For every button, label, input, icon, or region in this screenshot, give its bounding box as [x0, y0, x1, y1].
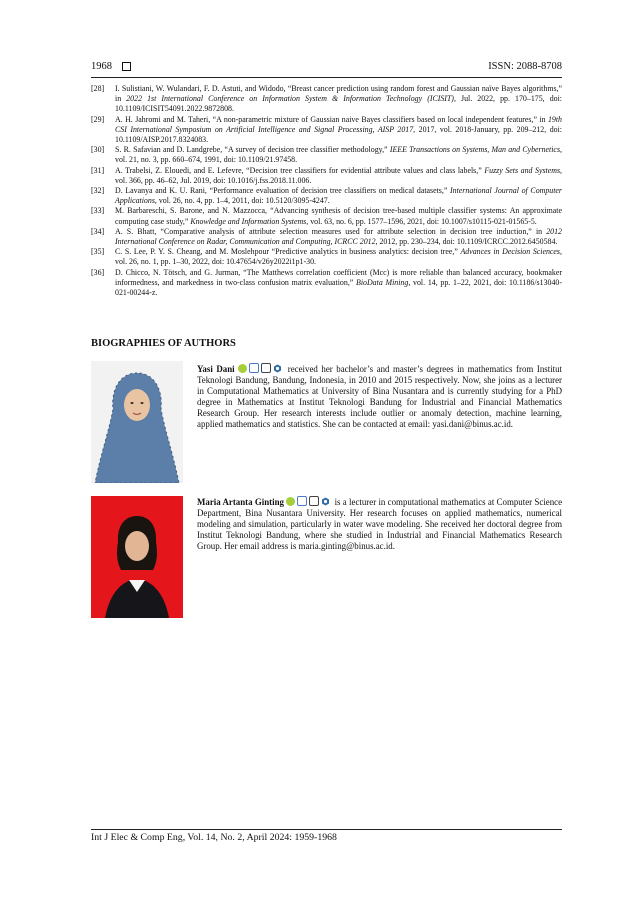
reference-list: [91, 84, 562, 298]
reference-text: [115, 268, 562, 297]
reference-venue: Advances in Decision Sciences: [460, 247, 560, 257]
reference-item: [91, 206, 562, 226]
reference-segment: A. S. Bhatt, “Comparative analysis of attribute selection measures used for attribute selection in decision tree induction,” in: [115, 226, 547, 236]
author-bio-text: received her bachelor’s and master’s degrees in mathematics from Institut Teknologi Bandung, Bandung, Indonesia, in 2010 and 2015 respectively. Now, she joins as a lecturer in Computational Mathematics at University of Bina Nusantara and is currently studying for a PhD degree in Mathematics at Institut Teknologi Bandung for Industrial and Financial Mathematics Research Group. Her research interests include outlier or anomaly detection, machine learning, applied mathematics and statistics. She can be contacted at email: yasi.dani@binus.ac.id.: [197, 364, 563, 430]
page-footer: [91, 829, 562, 843]
reference-segment: D. Lavanya and K. U. Rani, “Performance evaluation of decision tree classifiers on medical datasets,”: [115, 186, 451, 196]
reference-segment: , 2017, vol. 2018-January, pp. 209–212, doi: 10.1109/AISP.2017.8324083.: [115, 124, 562, 145]
reference-item: [91, 247, 562, 267]
reference-number: [28]: [91, 84, 105, 93]
reference-text: [115, 247, 562, 266]
reference-text: [115, 145, 562, 164]
author-bio-1: [197, 363, 562, 431]
reference-item: [91, 268, 562, 299]
reference-item: [91, 166, 562, 186]
reference-venue: Fuzzy Sets and Systems: [484, 165, 561, 175]
reference-number: [30]: [91, 145, 105, 155]
reference-number: [33]: [91, 206, 105, 216]
reference-segment: , vol. 21, no. 3, pp. 660–674, 1991, doi: 10.1109/21.97458.: [115, 145, 562, 165]
reference-number: [36]: [91, 267, 105, 277]
reference-segment: , vol. 26, no. 4, pp. 1–4, 2011, doi: 10.5120/3095-4247.: [154, 196, 330, 206]
reference-segment: D. Chicco, N. Tötsch, and G. Jurman, “The Matthews correlation coefficient (Mcc) is more reliable than balanced accuracy, bookmaker informedness, and markedness in two-class confusion matrix evaluation,”: [115, 267, 562, 287]
reference-number: [29]: [91, 114, 105, 124]
journal-citation: Int J Elec & Comp Eng, Vol. 14, No. 2, April 2024: 1959-1968: [91, 832, 337, 843]
reference-venue: Knowledge and Information Systems: [190, 216, 307, 226]
reference-segment: A. Trabelsi, Z. Elouedi, and E. Lefevre, “Decision tree classifiers for evidential attribute values and class labels,”: [115, 165, 485, 175]
scopus-icon[interactable]: [309, 496, 319, 506]
author-bio-2: [197, 496, 562, 552]
reference-text: [115, 115, 562, 144]
reference-segment: , vol. 14, pp. 1–22, 2021, doi: 10.1186/s13040-021-00244-z.: [115, 277, 562, 298]
orcid-icon[interactable]: [286, 497, 295, 506]
reference-segment: I. Sulistiani, W. Wulandari, F. D. Astuti, and Widodo, “Breast cancer prediction using random forest and Gaussian naïve Bayes algorithms,” in: [115, 84, 562, 104]
section-heading: BIOGRAPHIES OF AUTHORS: [91, 338, 236, 349]
scopus-icon[interactable]: [261, 363, 271, 373]
reference-text: [115, 84, 562, 113]
reference-segment: , Jul. 2022, pp. 170–175, doi: 10.1109/ICISIT54091.2022.9872808.: [115, 94, 562, 114]
reference-venue: 2022 1st International Conference on Information System & Information Technology (ICISIT): [126, 94, 454, 104]
square-icon: [122, 62, 131, 71]
reference-item: [91, 186, 562, 206]
reference-segment: , vol. 366, pp. 46–62, Jul. 2019, doi: 10.1016/j.fss.2018.11.006.: [115, 165, 563, 185]
reference-number: [31]: [91, 165, 105, 175]
reference-item: [91, 145, 562, 165]
reference-segment: , 2012, pp. 230–234, doi: 10.1109/ICRCC.2012.6450584.: [375, 237, 558, 247]
reference-text: [115, 186, 562, 205]
author-bio-text: is a lecturer in computational mathematics at Computer Science Department, Bina Nusantara University. Her research focuses on applied mathematics, numerical modeling and simulation, particularly in water wave modeling. She received her doctoral degree from Institut Teknologi Bandung, where she studied in Industrial and Financial Mathematics Research Group. Her email address is maria.ginting@binus.ac.id.: [197, 497, 563, 552]
scholar-icon[interactable]: [249, 363, 259, 373]
author-name: Maria Artanta Ginting: [197, 497, 284, 507]
reference-item: [91, 84, 562, 115]
reference-text: [115, 206, 562, 225]
page-number: 1968: [91, 61, 112, 72]
reference-segment: C. S. Lee, P. Y. S. Cheang, and M. Moslehpour “Predictive analytics in business analytics: decision tree,”: [115, 247, 461, 257]
reference-segment: , vol. 26, no. 1, pp. 1–30, 2022, doi: 10.47654/v26y2022i1p1-30.: [115, 247, 562, 267]
publons-icon[interactable]: [321, 497, 330, 506]
publons-icon[interactable]: [273, 364, 282, 373]
reference-number: [32]: [91, 186, 105, 196]
reference-venue: BioData Mining: [356, 277, 409, 287]
author-photo-yasi-dani: [91, 361, 183, 483]
reference-number: [35]: [91, 247, 105, 257]
reference-text: [115, 227, 562, 246]
reference-venue: IEEE Transactions on Systems, Man and Cybernetics: [389, 145, 561, 155]
reference-venue: 2012 International Conference on Radar, Communication and Computing, ICRCC 2012: [115, 226, 562, 247]
reference-number: [34]: [91, 226, 105, 236]
reference-item: [91, 115, 562, 146]
reference-text: [115, 166, 562, 185]
author-photo-maria-artanta-ginting: [91, 496, 183, 618]
orcid-icon[interactable]: [238, 364, 247, 373]
reference-venue: International Journal of Computer Applications: [115, 186, 562, 206]
reference-segment: M. Barbareschi, S. Barone, and N. Mazzocca, “Advancing synthesis of decision tree-based multiple classifier systems: An approximate computing case study,”: [115, 206, 562, 226]
scholar-icon[interactable]: [297, 496, 307, 506]
reference-segment: , vol. 63, no. 6, pp. 1577–1596, 2021, doi: 10.1007/s10115-021-01565-5.: [306, 216, 537, 226]
author-name: Yasi Dani: [197, 364, 235, 374]
issn-label: ISSN: 2088-8708: [488, 61, 562, 72]
reference-segment: A. H. Jahromi and M. Taheri, “A non-parametric mixture of Gaussian naive Bayes classifiers based on local independent features,” in: [115, 114, 548, 124]
reference-segment: S. R. Safavian and D. Landgrebe, “A survey of decision tree classifier methodology,”: [115, 145, 390, 155]
reference-venue: 19th CSI International Symposium on Artificial Intelligence and Signal Processing, AISP 2017: [115, 114, 562, 134]
page-header: [91, 59, 562, 78]
reference-item: [91, 227, 562, 247]
